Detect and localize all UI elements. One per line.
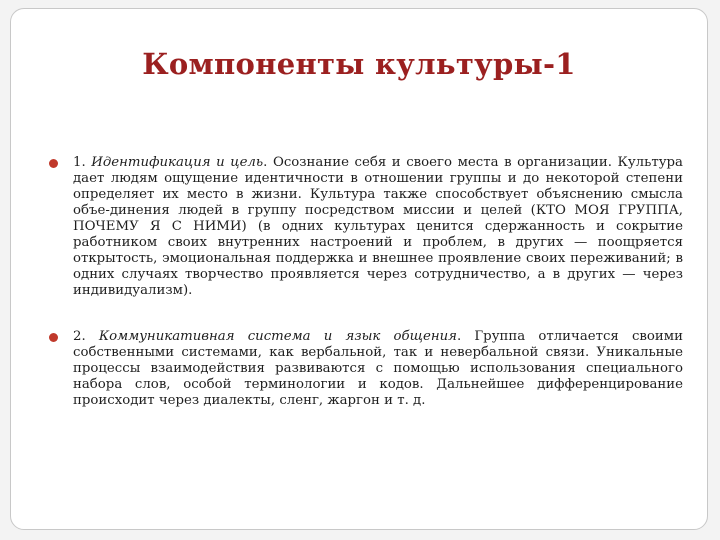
content-list [47, 155, 683, 409]
item-term: Коммуникативная система и язык общения [98, 329, 457, 344]
item-term: Идентификация и цель [91, 155, 264, 170]
item-text: . Группа отличается своими собственными системами, как вербальной, так и невербальной связи. Уникальные процессы взаимодействия развиваются с помощью использования специального набора слов, особой терминологии и кодов. Дальнейшее дифференцирование происходит через диалекты, сленг, жаргон и т. д. [73, 329, 683, 408]
item-number: 2. [73, 329, 86, 344]
list-item-identification [47, 155, 683, 299]
circle-bullet-icon [49, 159, 58, 168]
circle-bullet-icon [49, 333, 58, 342]
slide [10, 8, 708, 530]
list-item-communication [47, 329, 683, 409]
slide-title: Компоненты культуры-1 [142, 47, 576, 81]
item-text: . Осознание себя и своего места в организации. Культура дает людям ощущение идентичности в отношении группы и до некоторой степени определяет их место в жизни. Культура также способствует объяснению смысла объе-динения людей в группу посредством миссии и целей (КТО МОЯ ГРУППА, ПОЧЕМУ Я С НИМИ) (в одних культурах ценится сдержанность и сокрытие работником своих внутренних настроений и проблем, в других — поощряется открытость, эмоциональная поддержка и внешнее проявление своих переживаний; в одних случаях творчество проявляется через сотрудничество, а в других — через индивидуализм). [73, 155, 683, 298]
item-number: 1. [73, 155, 86, 170]
